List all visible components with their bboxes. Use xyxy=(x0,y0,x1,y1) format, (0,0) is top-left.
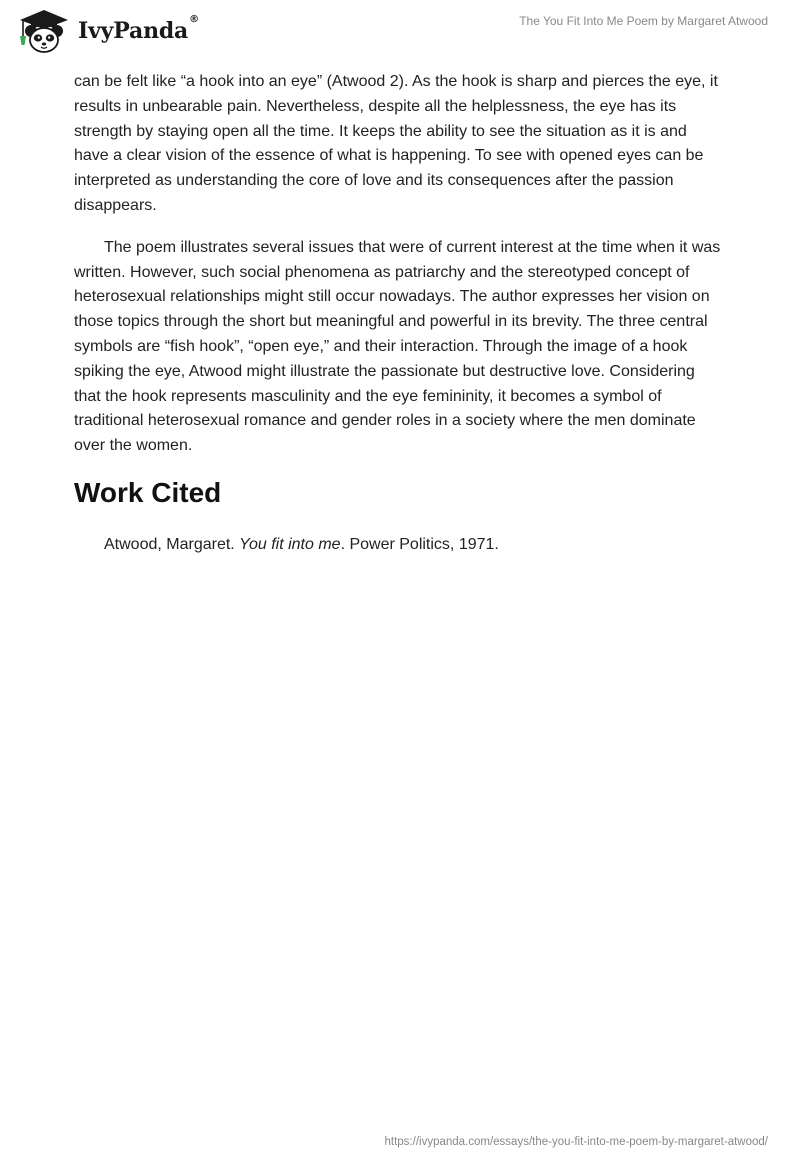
running-title: The You Fit Into Me Poem by Margaret Atwood xyxy=(519,14,768,28)
works-cited-heading: Work Cited xyxy=(74,476,222,508)
page-header xyxy=(0,0,800,70)
citation-source: . Power Politics, 1971. xyxy=(340,535,499,553)
body-paragraph: The poem illustrates several issues that were of current interest at the time when it was written. However, such social phenomena as patriarchy and the stereotyped concept of heterosexual relationships might still occur nowadays. The author expresses her vision on those topics through the short but meaningful and powerful in its brevity. The three central symbols are “fish hook”, “open eye,” and their interaction. Through the image of a hook spiking the eye, Atwood might illustrate the passionate but destructive love. Considering that the hook represents masculinity and the eye femininity, it becomes a symbol of traditional heterosexual romance and gender roles in a society where the men dominate over the women. xyxy=(74,238,721,455)
citation-title: You fit into me xyxy=(239,535,341,553)
body-paragraph: can be felt like “a hook into an eye” (Atwood 2). As the hook is sharp and pierces the eye, it results in unbearable pain. Nevertheless, despite all the helplessness, the eye has its strength by staying open all the time. It keeps the ability to see the situation as it is and have a clear vision of the essence of what is happening. To see with opened eyes can be interpreted as understanding the core of love and its consequences after the passion disappears. xyxy=(74,73,718,214)
citation-author: Atwood, Margaret. xyxy=(104,535,240,553)
source-url[interactable]: https://ivypanda.com/essays/the-you-fit-into-me-poem-by-margaret-atwood/ xyxy=(384,1136,768,1148)
essay-content xyxy=(74,70,724,557)
brand-name: IvyPanda® xyxy=(78,14,199,44)
registered-mark: ® xyxy=(189,14,199,25)
citation-entry xyxy=(74,533,724,557)
ivypanda-logo[interactable] xyxy=(14,8,199,54)
panda-graduate-icon xyxy=(14,8,74,54)
